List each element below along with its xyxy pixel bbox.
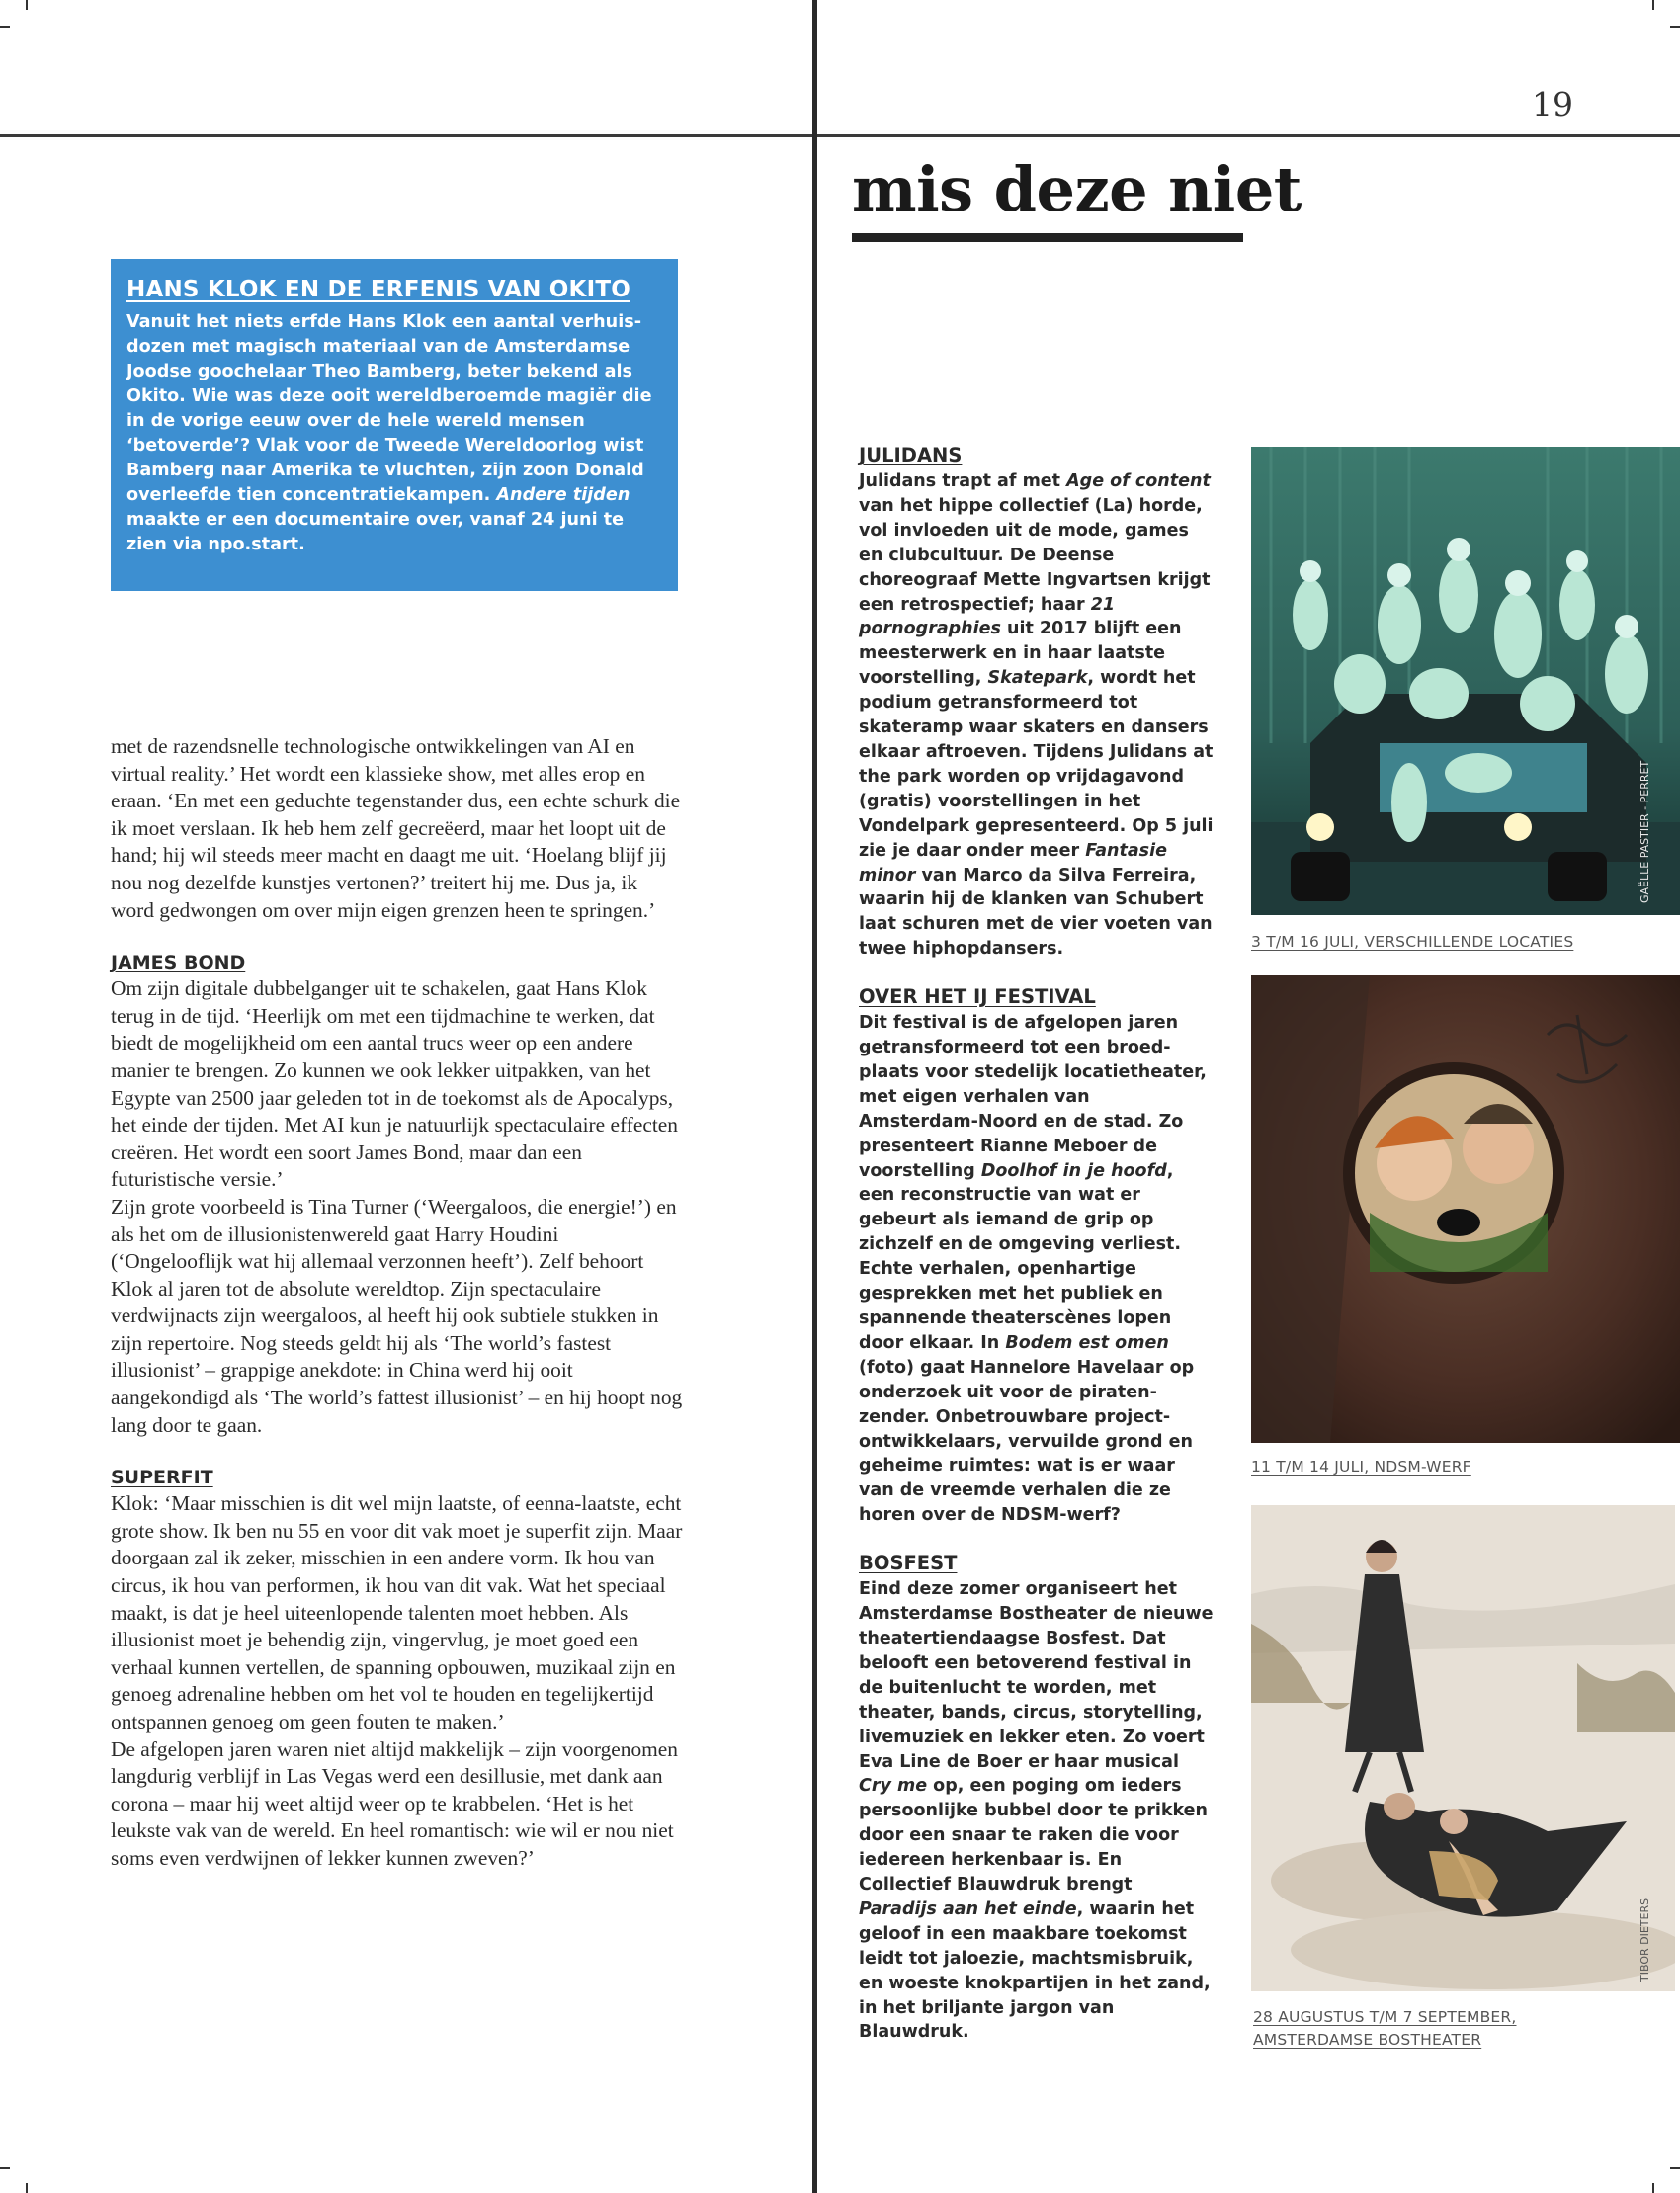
crop-mark [1652, 2183, 1654, 2193]
article-body [111, 733, 684, 1873]
article-paragraph: De afgelopen jaren waren niet altijd makkelijk – zijn voorgenomen langdurig verblijf in Las Vegas werd een desillusie, met dank aan corona – maar hij weet altijd weer op te krabbelen. ‘Het is het leukste vak van de wereld. En heel romantisch: wie wil er nou niet soms even verdwijnen of lekker kunnen zweven?’ [111, 1736, 678, 1870]
julidans-photo [1251, 447, 1680, 915]
crop-mark [26, 0, 28, 10]
info-box [111, 259, 678, 591]
event-description: Eind deze zomer organiseert het Amsterdamse Bostheater de nieuwe theatertiendaagse Bosfest. Dat belooft een betoverend festival in de buitenlucht te worden, met theater, bands, circus, storytelling, livemuziek en lekker eten. Zo voert Eva Line de Boer er haar musical Cry me op, een poging om ieders persoonlijke bubbel door te prikken door een snaar te raken die voor iedereen herkenbaar is. En Collectief Blauwdruk brengt Paradijs aan het einde, waarin het geloof in een maakbare toekomst leidt tot jaloezie, machtsmisbruik, en woeste knokpartijen in het zand, in het briljante jargon van Blauwdruk. [859, 1579, 1214, 2043]
photo-credit: TIBOR DIETERS [1638, 1898, 1651, 1982]
info-box-text-end: maakte er een documentaire over, vanaf 24 juni te zien via npo.start. [126, 510, 625, 554]
dune-performers-image [1251, 1505, 1675, 1991]
section-title-underline [852, 233, 1243, 242]
page-number: 19 [1532, 85, 1573, 124]
article-paragraph: Om zijn digitale dubbelganger uit te schakelen, gaat Hans Klok terug in de tijd. ‘Heerlijk om met een tijdmachine te werken, dat biedt de mogelijkheid om een aantal trucs weer op een andere manier te brengen. Zo kunnen we ook lekker uitpakken, van het Egypte van 2500 jaar geleden tot in de toekomst als de Apocalyps, het einde der tijden. Met AI kun je natuurlijk spectaculaire effecten creëren. Het wordt een soort James Bond, maar dan een futuristische versie.’ [111, 976, 678, 1192]
julidans-caption: 3 T/M 16 JULI, VERSCHILLENDE LOCATIES [1251, 933, 1574, 951]
caption-line: 28 AUGUSTUS T/M 7 SEPTEMBER, [1253, 2008, 1517, 2026]
bosfest-caption [1253, 2006, 1517, 2052]
event-description: Julidans trapt af met Age of content van het hippe collectief (La) horde, vol invloeden uit de mode, games en clubcultuur. De Deense choreograaf Mette Ingvartsen krijgt een retrospectief; haar 21 pornographies uit 2017 blijft een meesterwerk en in haar laatste voorstelling, Skatepark, wordt het podium getransformeerd tot skateramp waar skaters en dansers elkaar aftroeven. Tijdens Julidans at the park worden op vrijdagavond (gratis) voorstellingen in het Vondelpark gepresenteerd. Op 5 juli zie je daar onder meer Fantasie minor van Marco da Silva Ferreira, waarin hij de klanken van Schubert laat schuren met de vier voeten van twee hiphopdansers. [859, 471, 1214, 960]
crop-mark [1670, 26, 1680, 28]
section-title: mis deze niet [852, 153, 1302, 225]
info-box-title: HANS KLOK EN DE ERFENIS VAN OKITO [126, 277, 630, 302]
article-paragraph: Zijn grote voorbeeld is Tina Turner (‘Weergaloos, die energie!’) en als het om de illusionistenwereld gaat Harry Houdini (‘Ongelooflijk wat hij allemaal verzonnen heeft’). Zelf behoort Klok al jaren tot de absolute wereldtop. Zijn spectaculaire verdwijnacts zijn weergaloos, al heeft hij ook subtiele stukken in zijn repertoire. Nog steeds geldt hij als ‘The world’s fastest illusionist’ – grappige anekdote: in China werd hij ooit aangekondigd als ‘The world’s fattest illusionist’ – en hij hoopt nog lang door te gaan. [111, 1194, 683, 1437]
header-rule [0, 134, 1680, 137]
crop-mark [1652, 0, 1654, 10]
subheading-superfit: SUPERFIT [111, 1467, 213, 1489]
photo-credit: GAËLLE PASTIER - PERRET [1638, 760, 1651, 903]
info-box-italic: Andere tijden [496, 485, 630, 505]
caption-line: AMSTERDAMSE BOSTHEATER [1253, 2031, 1482, 2049]
event-over-het-ij [859, 983, 1215, 1528]
event-title: JULIDANS [859, 444, 963, 466]
page-gutter [812, 0, 817, 2193]
dancers-on-car-image [1251, 447, 1680, 915]
crop-mark [1670, 2167, 1680, 2169]
info-box-body [126, 310, 662, 557]
crop-mark [0, 26, 10, 28]
bosfest-photo [1251, 1505, 1675, 1991]
event-bosfest [859, 1550, 1215, 2045]
article-paragraph: Klok: ‘Maar misschien is dit wel mijn laatste, of eenna-laatste, echt grote show. Ik ben nu 55 en voor dit vak moet je superfit zijn. Maar doorgaan zal ik zeker, misschien in een andere vorm. Ik hou van circus, ik hou van performen, ik hou van dit vak. Wat het speciaal maakt, is dat je heel uiteenlopende talenten moet hebben. Als illusionist moet je behendig zijn, vingervlug, je moet goed een verhaal kunnen vertellen, de spanning opbouwen, muzikaal zijn en genoeg adrenaline hebben om het vol te houden en tegelijkertijd ontspannen genoeg om geen fouten te maken.’ [111, 1491, 683, 1733]
event-description: Dit festival is de afgelopen jaren getransformeerd tot een broedplaats voor stedelijk locatietheater, met eigen verhalen van Amsterdam-Noord en de stad. Zo presenteert Rianne Meboer de voorstelling Doolhof in je hoofd, een reconstructie van wat er gebeurt als iemand de grip op zichzelf en de omgeving verliest. Echte verhalen, openhartige gesprekken met het publiek en spannende theaterscènes lopen door elkaar. In Bodem est omen (foto) gaat Hannelore Havelaar op onderzoek uit voor de piratenzender. Onbetrouwbare projectontwikkelaars, vervuilde grond en geheime ruimtes: wat is er waar van de vreemde verhalen die ze horen over de NDSM-werf? [859, 1013, 1207, 1526]
event-listings [859, 442, 1215, 2066]
event-title: OVER HET IJ FESTIVAL [859, 985, 1096, 1009]
crop-mark [26, 2183, 28, 2193]
event-julidans [859, 442, 1215, 962]
crop-mark [0, 2167, 10, 2169]
over-het-ij-caption: 11 T/M 14 JULI, NDSM-WERF [1251, 1458, 1471, 1476]
article-intro: met de razendsnelle technologische ontwikkelingen van AI en virtual reality.’ Het wordt een klassieke show, met alles erop en eraan. ‘En met een geduchte tegenstander dus, een echte schurk die ik moet verslaan. Ik heb hem zelf gecreëerd, maar het loopt uit de hand; hij wil steeds meer macht en daagt me uit. ‘Hoelang blijf jij nou nog dezelfde kunstjes vertonen?’ treitert hij me. Dus ja, ik word gedwongen om over mijn eigen grenzen heen te springen.’ [111, 734, 681, 922]
info-box-text: Vanuit het niets erfde Hans Klok een aantal verhuisdozen met magisch materiaal van de Amsterdamse Joodse goochelaar Theo Bamberg, beter bekend als Okito. Wie was deze ooit wereldberoemde magiër die in de vorige eeuw over de hele wereld mensen ‘betoverde’? Vlak voor de Tweede Wereldoorlog wist Bamberg naar Amerika te vluchten, zijn zoon Donald overleefde tien concentratiekampen. [126, 312, 652, 505]
porthole-image [1251, 975, 1680, 1443]
over-het-ij-photo [1251, 975, 1680, 1443]
event-title: BOSFEST [859, 1552, 958, 1575]
subheading-james-bond: JAMES BOND [111, 952, 246, 974]
